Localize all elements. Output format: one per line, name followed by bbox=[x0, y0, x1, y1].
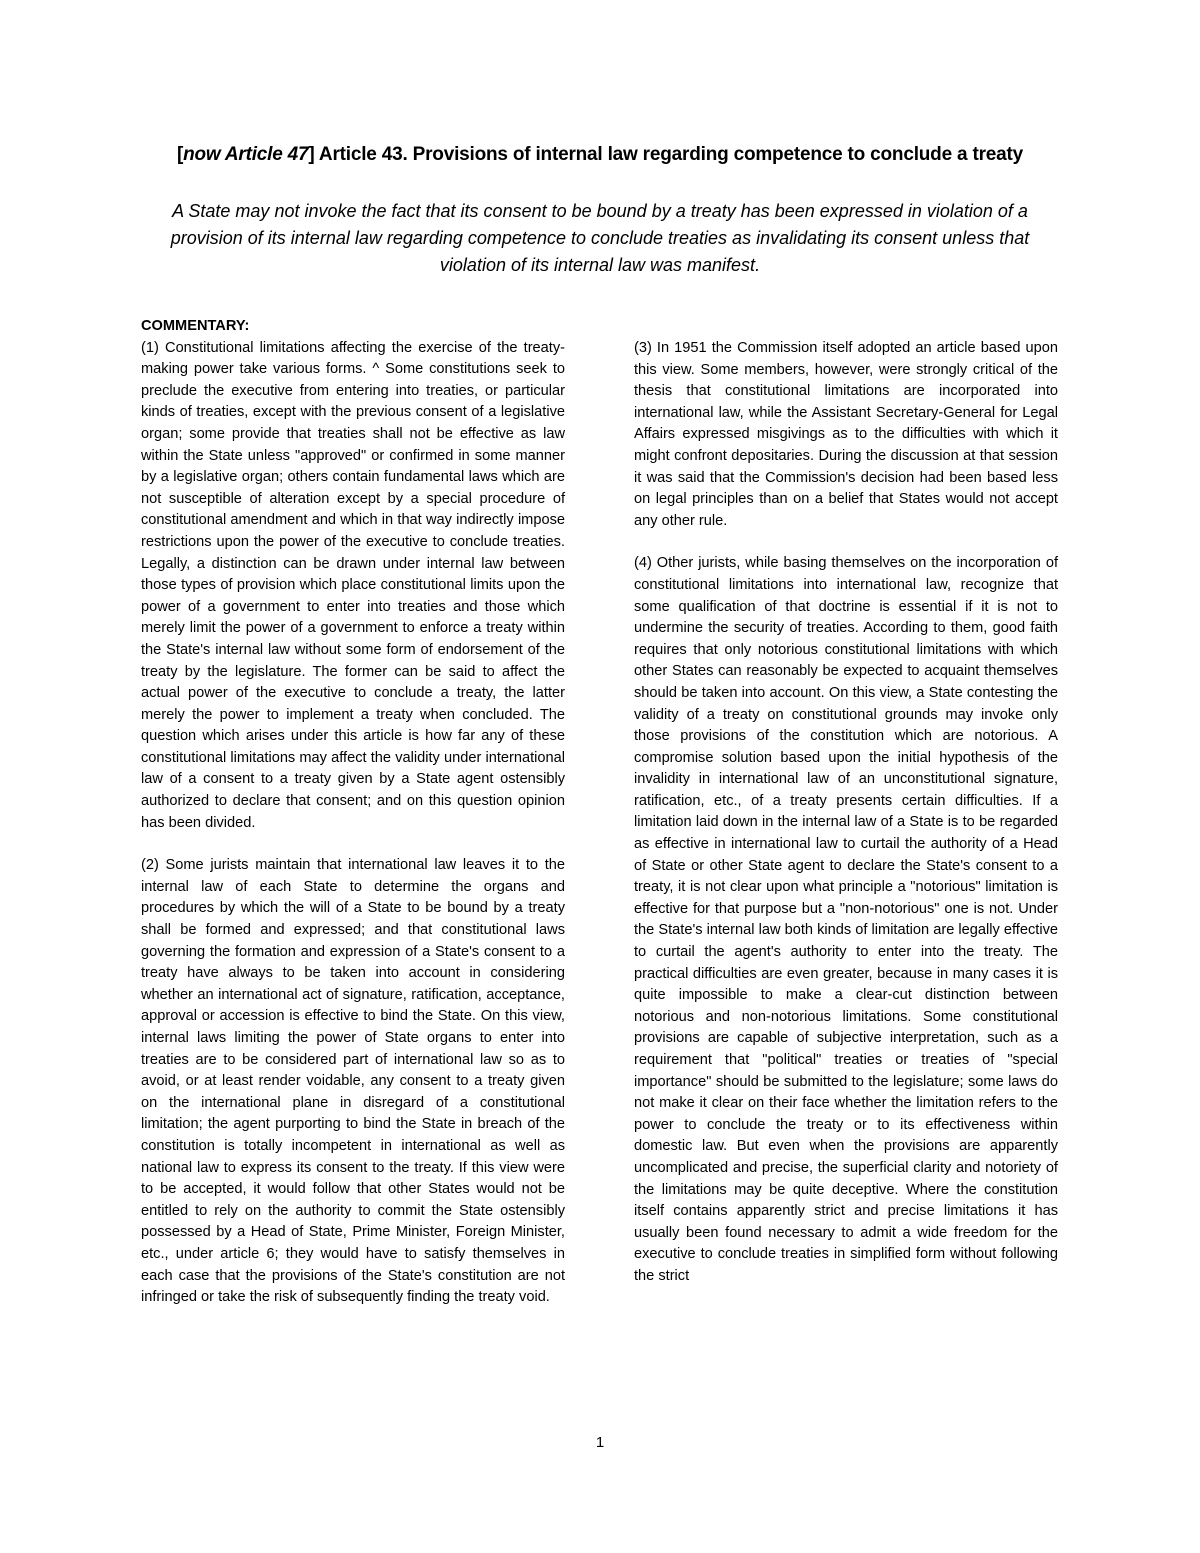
right-column bbox=[634, 338, 1058, 1309]
commentary-paragraph-1: (1) Constitutional limitations affecting the exercise of the treaty-making power take various forms. ^ Some constitutions seek to preclude the executive from entering into treaties, or particular kinds of treaties, except with the previous consent of a legislative organ; some provide that treaties shall not be effective as law within the State unless "approved" or confirmed in some manner by a legislative organ; others contain fundamental laws which are not susceptible of alteration except by a special procedure of constitutional amendment and which in that way indirectly impose restrictions upon the power of the executive to conclude treaties. Legally, a distinction can be drawn under internal law between those types of provision which place constitutional limits upon the power of a government to enter into treaties and those which merely limit the power of a government to enforce a treaty within the State's internal law without some form of endorsement of the treaty by the legislature. The former can be said to affect the actual power of the executive to conclude a treaty, the latter merely the power to implement a treaty when concluded. The question which arises under this article is how far any of these constitutional limitations may affect the validity under international law of a consent to a treaty given by a State agent ostensibly authorized to declare that consent; and on this question opinion has been divided. bbox=[141, 339, 565, 831]
commentary-label: COMMENTARY: bbox=[141, 318, 250, 334]
article-title bbox=[80, 144, 1120, 166]
commentary-paragraph-3: (3) In 1951 the Commission itself adopted an article based upon this view. Some members, however, were strongly critical of the thesis that constitutional limitations are incorporated into international law, while the Assistant Secretary-General for Legal Affairs expressed misgivings as to the difficulties with which it might confront depositaries. During the discussion at that session it was said that the Commission's decision had been based less on legal principles than on a belief that States would not accept any other rule. bbox=[634, 340, 1058, 529]
commentary-paragraph-2: (2) Some jurists maintain that international law leaves it to the internal law of each State to determine the organs and procedures by which the will of a State to be bound by a treaty shall be formed and expressed; and that constitutional laws governing the formation and expression of a State's consent to a treaty have always to be taken into account in considering whether an international act of signature, ratification, acceptance, approval or accession is effective to bind the State. On this view, internal laws limiting the power of State organs to enter into treaties are to be considered part of international law so as to avoid, or at least render voidable, any consent to a treaty given on the international plane in disregard of a constitutional limitation; the agent purporting to bind the State in breach of the constitution is totally incompetent in international as well as national law to express its consent to the treaty. If this view were to be accepted, it would follow that other States would not be entitled to rely on the authority to commit the State ostensibly possessed by a Head of State, Prime Minister, Foreign Minister, etc., under article 6; they would have to satisfy themselves in each case that the provisions of the State's constitution are not infringed or take the risk of subsequently finding the treaty void. bbox=[141, 857, 565, 1306]
commentary-paragraph-4: (4) Other jurists, while basing themselves on the incorporation of constitutional limitations into international law, recognize that some qualification of that doctrine is essential if it is not to undermine the security of treaties. According to them, good faith requires that only notorious constitutional limitations with which other States can reasonably be expected to acquaint themselves should be taken into account. On this view, a State contesting the validity of a treaty on constitutional grounds may invoke only those provisions of the constitution which are notorious. A compromise solution based upon the initial hypothesis of the invalidity in international law of an unconstitutional signature, ratification, etc., of a treaty presents certain difficulties. If a limitation laid down in the internal law of a State is to be regarded as effective in international law to curtail the authority of a Head of State or other State agent to declare the State's consent to a treaty, it is not clear upon what principle a "notorious" limitation is effective for that purpose but a "non-notorious" one is not. Under the State's internal law both kinds of limitation are legally effective to curtail the agent's authority to enter into the treaty. The practical difficulties are even greater, because in many cases it is quite impossible to make a clear-cut distinction between notorious and non-notorious limitations. Some constitutional provisions are capable of subjective interpretation, such as a requirement that "political" treaties or treaties of "special importance" should be submitted to the legislature; some laws do not make it clear on their face whether the limitation refers to the power to conclude the treaty or to its effectiveness within domestic law. But even when the provisions are apparently uncomplicated and precise, the superficial clarity and notoriety of the limitations may be quite deceptive. Where the constitution itself contains apparently strict and precise limitations it has usually been found necessary to admit a wide freedom for the executive to conclude treaties in simplified form without following the strict bbox=[634, 555, 1058, 1284]
left-column bbox=[141, 316, 565, 1330]
title-bracket-open: [ bbox=[176, 144, 184, 165]
title-now-article: now Article 47 bbox=[183, 144, 309, 165]
title-bracket-close: ] bbox=[308, 144, 315, 165]
page-number: 1 bbox=[595, 1434, 605, 1451]
title-main: Article 43. Provisions of internal law regarding competence to conclude a treaty bbox=[314, 144, 1024, 165]
article-text: A State may not invoke the fact that its consent to be bound by a treaty has been expressed in violation of a provision of its internal law regarding competence to conclude treaties as invalidating its consent unless that violation of its internal law was manifest. bbox=[170, 201, 1030, 275]
